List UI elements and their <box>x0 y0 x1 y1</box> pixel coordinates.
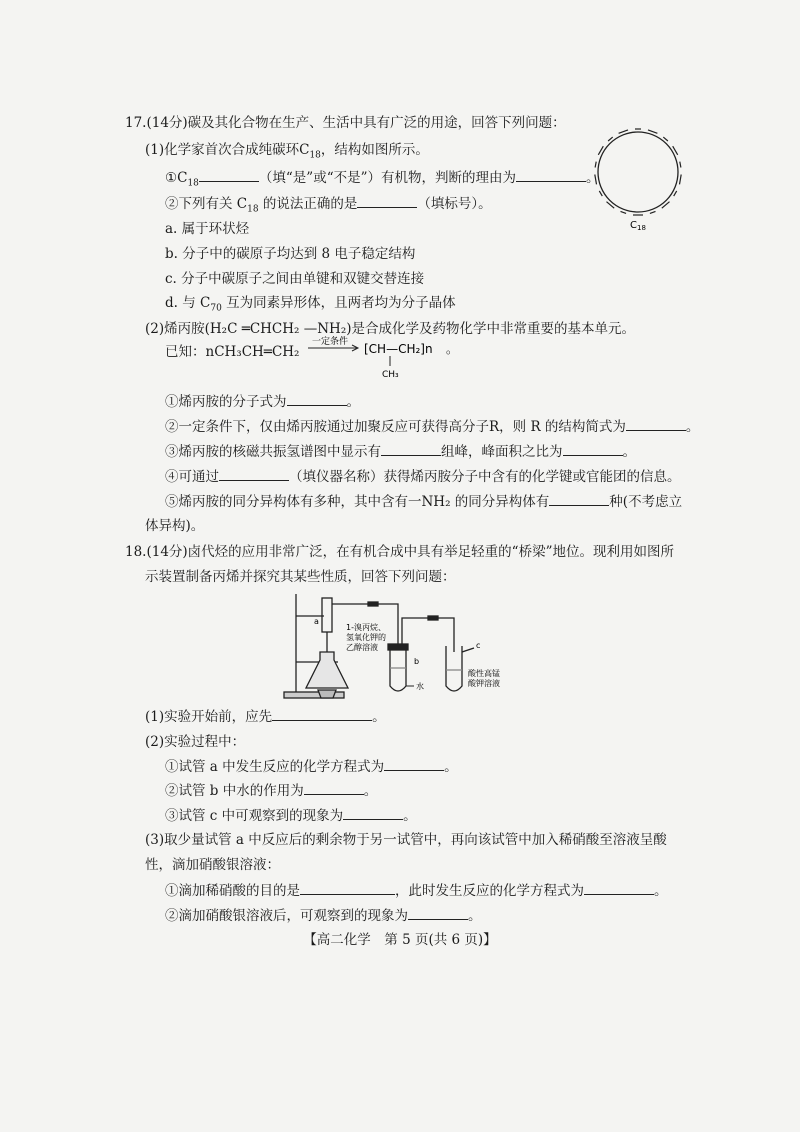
ring-bond-mark <box>680 175 682 185</box>
reaction-arrow-figure <box>306 334 466 380</box>
q18-p2: (2)实验过程中： <box>145 734 246 750</box>
answer-blank[interactable] <box>287 392 347 406</box>
ring-bond-mark <box>674 191 677 196</box>
q18-p3: (3)取少量试管 a 中反应后的剩余物于另一试管中，再向该试管中加入稀硝酸至溶液呈酸 <box>145 832 667 848</box>
water-label: 水 <box>416 682 424 691</box>
ring-bond-mark <box>619 130 628 133</box>
q17-p2-q3: ③烯丙胺的核磁共振氢谱图中显示有 组峰，峰面积之比为 。 <box>165 444 636 460</box>
kmno4-label-1: 酸性高锰 <box>468 669 500 678</box>
option-a: a. 属于环状烃 <box>165 221 250 237</box>
answer-blank[interactable] <box>626 417 686 431</box>
q17-header: 17.(14分)碳及其化合物在生产、生活中具有广泛的用途，回答下列问题： <box>125 115 566 131</box>
reagent-label-1: 1-溴丙烷、 <box>346 623 386 632</box>
q18-p3-cont: 性，滴加硝酸银溶液： <box>145 857 280 873</box>
ring-bond-mark <box>621 211 627 213</box>
answer-blank[interactable] <box>563 442 623 456</box>
answer-blank[interactable] <box>300 881 395 895</box>
reaction-condition: 一定条件 <box>312 337 349 347</box>
answer-blank[interactable] <box>219 467 289 481</box>
apparatus-figure <box>278 590 518 702</box>
answer-blank[interactable] <box>272 707 372 721</box>
answer-blank[interactable] <box>384 757 444 771</box>
ring-bond-mark <box>595 175 597 185</box>
reagent-label-3: 乙醇溶液 <box>346 643 378 652</box>
q18-header-cont: 示装置制备丙烯并探究其某些性质，回答下列问题： <box>145 569 456 585</box>
page-footer: 【高二化学 第 5 页(共 6 页)】 <box>303 932 497 948</box>
answer-blank[interactable] <box>408 906 468 920</box>
answer-blank[interactable] <box>343 806 403 820</box>
q17-p2-q5-cont: 体异构)。 <box>145 518 205 534</box>
ring-bond-mark <box>648 130 657 133</box>
q18-p3-q2: ②滴加硝酸银溶液后，可观察到的现象为 。 <box>165 908 482 924</box>
polymer-formula: [CH—CH₂]n <box>364 342 433 356</box>
ring-bond-mark <box>650 211 656 213</box>
label-b: b <box>414 657 420 666</box>
polymerization-equation: 已知：nCH₃CH═CH₂ <box>165 344 300 360</box>
label-a: a <box>314 617 319 626</box>
q17-p2-q1: ①烯丙胺的分子式为 。 <box>165 394 360 410</box>
q18-p2-q1: ①试管 a 中发生反应的化学方程式为 。 <box>165 759 458 775</box>
label-c: c <box>476 641 481 650</box>
reagent-label-2: 氢氧化钾的 <box>346 633 386 642</box>
ring-bond-mark <box>599 191 602 196</box>
answer-blank[interactable] <box>381 442 441 456</box>
answer-blank[interactable] <box>516 168 586 182</box>
ring-bond-mark <box>595 162 596 168</box>
q18-p3-q1: ①滴加稀硝酸的目的是 ，此时发生反应的化学方程式为 。 <box>165 883 668 899</box>
option-c: c. 分子中碳原子之间由单键和双键交替连接 <box>165 271 425 287</box>
ring-label: $C_{18}$ <box>630 220 646 232</box>
methyl-group: CH₃ <box>382 370 399 380</box>
answer-blank[interactable] <box>199 168 259 182</box>
ring-bond-mark <box>680 162 681 168</box>
q17-p1-q2: ②下列有关 $C_{18}$ 的说法正确的是 （填标号）。 <box>165 196 492 215</box>
q18-header: 18.(14分)卤代烃的应用非常广泛，在有机合成中具有举足轻重的“桥梁”地位。现利用如图所 <box>125 544 674 560</box>
answer-blank[interactable] <box>549 492 609 506</box>
q18-p1: (1)实验开始前，应先 。 <box>145 709 386 725</box>
svg-text:。: 。 <box>446 342 459 356</box>
q17-p1-q1: $①C_{18}$ （填“是”或“不是”）有机物，判断的理由为 。 <box>165 170 600 189</box>
q17-p1-intro: (1)化学家首次合成纯碳环$C_{18}$，结构如图所示。 <box>145 142 429 161</box>
option-d: d. 与 $C_{70}$ 互为同素异形体，且两者均为分子晶体 <box>165 295 456 314</box>
ring-bond-mark <box>608 137 613 141</box>
answer-blank[interactable] <box>357 194 417 208</box>
q17-p2-q5: ⑤烯丙胺的同分异构体有多种，其中含有一NH₂ 的同分异构体有 种(不考虑立 <box>165 494 683 510</box>
q17-p2-q2: ②一定条件下，仅由烯丙胺通过加聚反应可获得高分子R，则 R 的结构简式为 。 <box>165 419 700 435</box>
q17-p2-intro: (2)烯丙胺(H₂C ═CHCH₂ —NH₂)是合成化学及药物化学中非常重要的基本单元。 <box>145 321 635 337</box>
q17-p2-q4: ④可通过 （填仪器名称）获得烯丙胺分子中含有的化学键或官能团的信息。 <box>165 469 681 485</box>
q18-p2-q2: ②试管 b 中水的作用为 。 <box>165 783 378 799</box>
option-b: b. 分子中的碳原子均达到 8 电子稳定结构 <box>165 246 416 262</box>
answer-blank[interactable] <box>584 881 654 895</box>
c18-ring-figure <box>578 120 698 240</box>
answer-blank[interactable] <box>304 781 364 795</box>
kmno4-label-2: 酸钾溶液 <box>468 679 500 688</box>
q18-p2-q3: ③试管 c 中可观察到的现象为 。 <box>165 808 417 824</box>
ring-bond-mark <box>663 137 668 141</box>
